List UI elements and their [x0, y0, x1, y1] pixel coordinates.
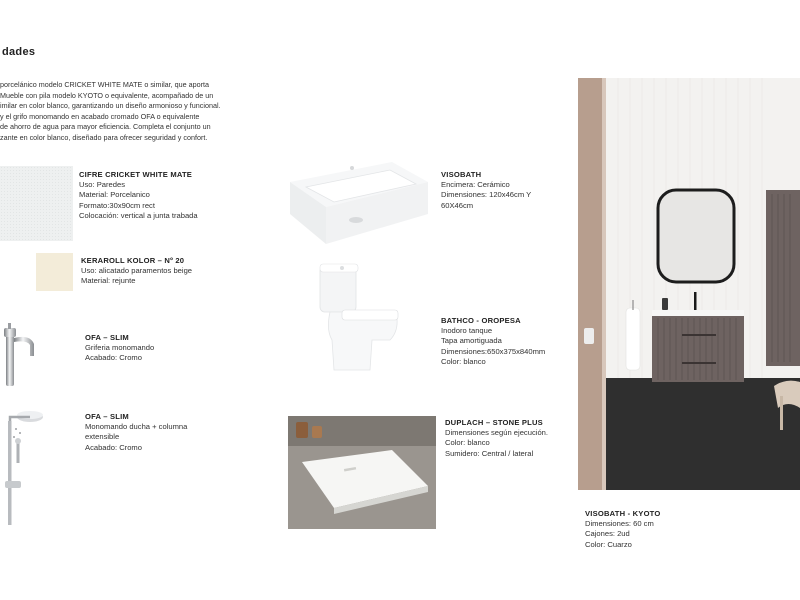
spec-line: Material: Porcelanico: [79, 190, 150, 200]
spec-line: Colocación: vertical a junta trabada: [79, 210, 198, 220]
spec-line: Dimensiones:650x375x840mm: [441, 346, 546, 356]
product-name: VISOBATH: [441, 170, 482, 179]
product-name: KERAROLL KOLOR – Nº 20: [81, 256, 185, 265]
intro-line: imilar en color blanco, garantizando un diseño armonioso y funcional.: [0, 101, 221, 111]
product-name: DUPLACH – STONE PLUS: [445, 418, 543, 427]
spec-line: Color: Cuarzo: [585, 539, 632, 549]
spec-line: Uso: alicatado paramentos beige: [81, 266, 193, 276]
product-name: VISOBATH - KYOTO: [585, 509, 661, 518]
intro-line: y el grifo monomando en acabado cromado OFA o equivalente: [0, 111, 200, 121]
spec-line: 60X46cm: [441, 200, 474, 210]
washbasin-image: [282, 152, 430, 250]
tap-image: [0, 320, 44, 388]
spec-line: Dimensiones: 120x46cm Y: [441, 190, 532, 200]
spec-line: Color: blanco: [441, 356, 486, 366]
spec-line: Formato:30x90cm rect: [79, 200, 155, 210]
product-name: OFA – SLIM: [85, 412, 129, 421]
shower-column-image: [0, 403, 44, 528]
spec-line: Acabado: Cromo: [85, 442, 142, 452]
intro-line: porcelánico modelo CRICKET WHITE MATE o similar, que aporta: [0, 80, 210, 89]
spec-ofa-tap: [85, 333, 154, 364]
spec-ofa-shower: [85, 412, 187, 453]
product-name: OFA – SLIM: [85, 333, 129, 342]
spec-bathco: [441, 316, 545, 367]
spec-line: Monomando ducha + columna: [85, 422, 188, 432]
product-name: BATHCO - OROPESA: [441, 316, 521, 325]
grout-swatch: [36, 253, 73, 291]
spec-line: Color: blanco: [445, 438, 490, 448]
spec-cricket: [79, 170, 198, 221]
bathroom-render: [578, 78, 800, 490]
spec-kyoto: [585, 509, 661, 550]
spec-line: Uso: Paredes: [79, 180, 126, 190]
spec-keraroll: [81, 256, 192, 287]
spec-line: Encimera: Cerámico: [441, 180, 510, 190]
spec-duplach: [445, 418, 548, 459]
spec-line: extensible: [85, 432, 120, 442]
spec-line: Acabado: Cromo: [85, 353, 142, 363]
section-title: dades: [2, 46, 36, 58]
spec-line: Dimensiones según ejecución.: [445, 428, 548, 438]
spec-line: Material: rejunte: [81, 276, 136, 286]
intro-line: Mueble con pila modelo KYOTO o equivalente, acompañado de un: [0, 90, 214, 100]
spec-line: Cajones: 2ud: [585, 529, 630, 539]
intro-line: zante en color blanco, diseñado para ofrecer seguridad y confort.: [0, 132, 208, 142]
product-name: CIFRE CRICKET WHITE MATE: [79, 170, 193, 179]
shower-tray-image: [288, 416, 436, 529]
spec-visobath-sink: [441, 170, 531, 211]
spec-line: Inodoro tanque: [441, 326, 493, 336]
spec-line: Griferia monomando: [85, 343, 155, 353]
tile-swatch: [0, 166, 73, 241]
spec-line: Tapa amortiguada: [441, 336, 502, 346]
toilet-image: [312, 260, 406, 378]
bathroom-photo: [578, 78, 800, 490]
spec-line: Sumidero: Central / lateral: [445, 448, 534, 458]
spec-line: Dimensiones: 60 cm: [585, 519, 654, 529]
intro-paragraph: [0, 80, 252, 144]
intro-line: de ahorro de agua para mayor eficiencia. Completa el conjunto un: [0, 122, 211, 132]
